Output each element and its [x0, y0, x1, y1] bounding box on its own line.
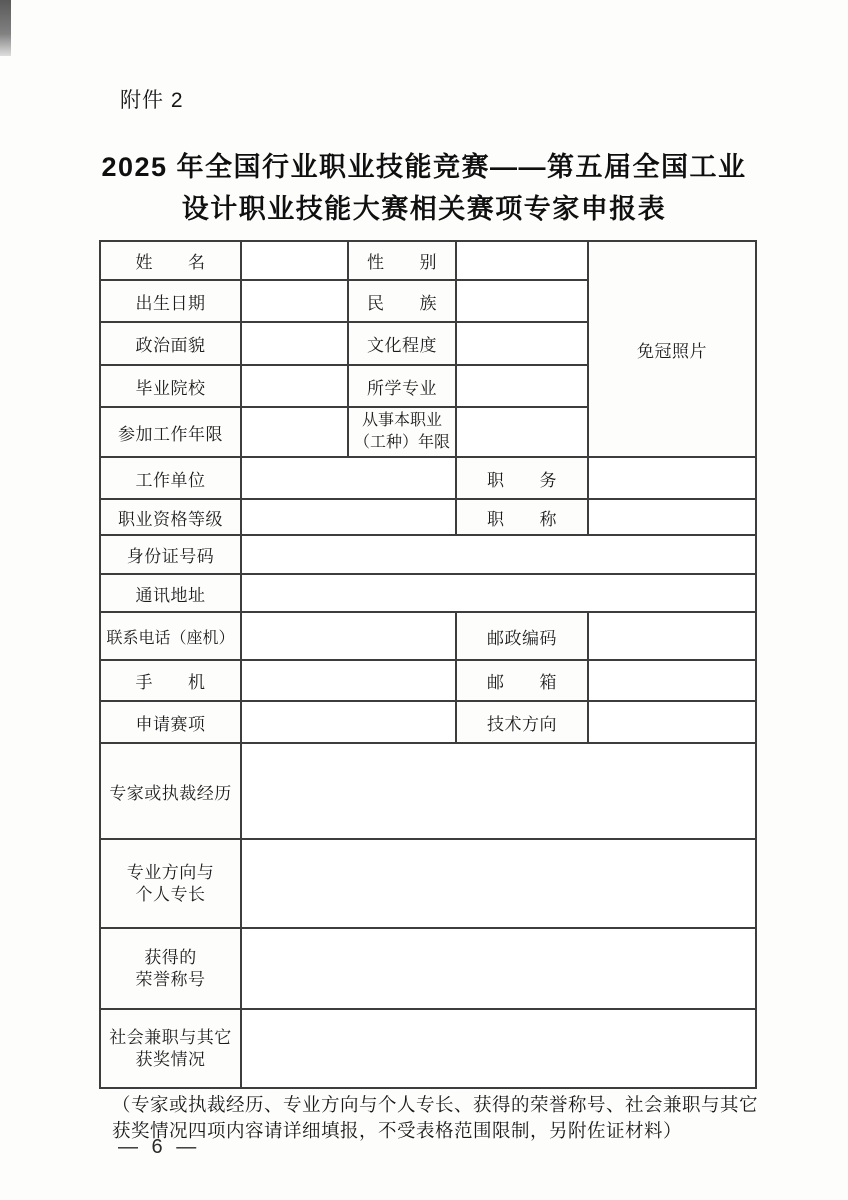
field-label-competition-event: 申请赛项	[100, 701, 241, 743]
field-value-graduated-school	[241, 365, 348, 407]
field-label-email: 邮 箱	[456, 660, 588, 701]
field-label-name: 姓 名	[100, 241, 241, 280]
field-value-landline	[241, 612, 456, 660]
field-value-qualification-level	[241, 499, 456, 535]
table-row	[100, 535, 756, 574]
scan-artifact	[0, 0, 11, 56]
field-value-major	[456, 365, 588, 407]
table-row	[100, 499, 756, 535]
field-label-id-number: 身份证号码	[100, 535, 241, 574]
field-value-professional-direction	[241, 839, 756, 928]
field-label-professional-direction-line1: 专业方向与	[126, 862, 215, 882]
field-label-qualification-level: 职业资格等级	[100, 499, 241, 535]
field-label-landline: 联系电话（座机）	[100, 612, 241, 660]
field-label-mailing-address: 通讯地址	[100, 574, 241, 612]
field-label-honors	[100, 928, 241, 1009]
footnote-line1: （专家或执裁经历、专业方向与个人专长、获得的荣誉称号、社会兼职与其它	[112, 1094, 759, 1115]
field-label-honors-line1: 获得的	[144, 947, 197, 967]
table-row	[100, 743, 756, 839]
field-label-ethnicity: 民 族	[348, 280, 456, 322]
table-row	[100, 839, 756, 928]
field-label-graduated-school: 毕业院校	[100, 365, 241, 407]
footnote-line2: 获奖情况四项内容请详细填报，不受表格范围限制，另附佐证材料）	[112, 1120, 683, 1141]
application-form-table	[99, 240, 757, 1089]
field-label-gender: 性 别	[348, 241, 456, 280]
field-label-social-roles	[100, 1009, 241, 1088]
field-label-work-years: 参加工作年限	[100, 407, 241, 457]
footnote	[112, 1092, 760, 1144]
field-label-expert-experience: 专家或执裁经历	[100, 743, 241, 839]
table-row	[100, 612, 756, 660]
field-value-ethnicity	[456, 280, 588, 322]
field-label-social-roles-line2: 获奖情况	[135, 1049, 206, 1069]
field-label-position: 职 务	[456, 457, 588, 499]
table-row	[100, 660, 756, 701]
field-value-occupation-years	[456, 407, 588, 457]
field-label-professional-direction	[100, 839, 241, 928]
field-value-political-status	[241, 322, 348, 365]
field-label-social-roles-line1: 社会兼职与其它	[109, 1027, 232, 1047]
table-row	[100, 241, 756, 280]
field-value-social-roles	[241, 1009, 756, 1088]
field-value-mailing-address	[241, 574, 756, 612]
field-label-postal-code: 邮政编码	[456, 612, 588, 660]
field-label-honors-line2: 荣誉称号	[135, 969, 206, 989]
table-row	[100, 701, 756, 743]
field-value-postal-code	[588, 612, 756, 660]
field-value-competition-event	[241, 701, 456, 743]
field-label-education-level: 文化程度	[348, 322, 456, 365]
field-label-birth-date: 出生日期	[100, 280, 241, 322]
field-label-occupation-years-line1: 从事本职业	[361, 412, 442, 429]
field-value-birth-date	[241, 280, 348, 322]
page-number: — 6 —	[118, 1136, 201, 1158]
attachment-label: 附件 2	[120, 89, 184, 112]
field-label-technical-direction: 技术方向	[456, 701, 588, 743]
field-value-education-level	[456, 322, 588, 365]
field-label-political-status: 政治面貌	[100, 322, 241, 365]
document-title-line1: 2025 年全国行业职业技能竞赛——第五届全国工业	[101, 152, 747, 182]
field-label-major: 所学专业	[348, 365, 456, 407]
field-value-mobile	[241, 660, 456, 701]
field-value-position	[588, 457, 756, 499]
field-label-professional-title: 职 称	[456, 499, 588, 535]
photo-cell: 免冠照片	[588, 241, 756, 457]
field-label-mobile: 手 机	[100, 660, 241, 701]
field-label-occupation-years	[348, 407, 456, 457]
table-row	[100, 928, 756, 1009]
table-row	[100, 1009, 756, 1088]
field-value-honors	[241, 928, 756, 1009]
field-value-work-years	[241, 407, 348, 457]
field-value-name	[241, 241, 348, 280]
field-value-expert-experience	[241, 743, 756, 839]
document-title	[0, 146, 848, 230]
field-value-id-number	[241, 535, 756, 574]
field-value-gender	[456, 241, 588, 280]
table-row	[100, 574, 756, 612]
field-value-professional-title	[588, 499, 756, 535]
field-value-email	[588, 660, 756, 701]
field-label-professional-direction-line2: 个人专长	[135, 884, 206, 904]
field-label-occupation-years-line2: （工种）年限	[353, 434, 450, 451]
table-row	[100, 457, 756, 499]
field-value-work-unit	[241, 457, 456, 499]
field-label-work-unit: 工作单位	[100, 457, 241, 499]
field-value-technical-direction	[588, 701, 756, 743]
document-title-line2: 设计职业技能大赛相关赛项专家申报表	[181, 194, 667, 224]
